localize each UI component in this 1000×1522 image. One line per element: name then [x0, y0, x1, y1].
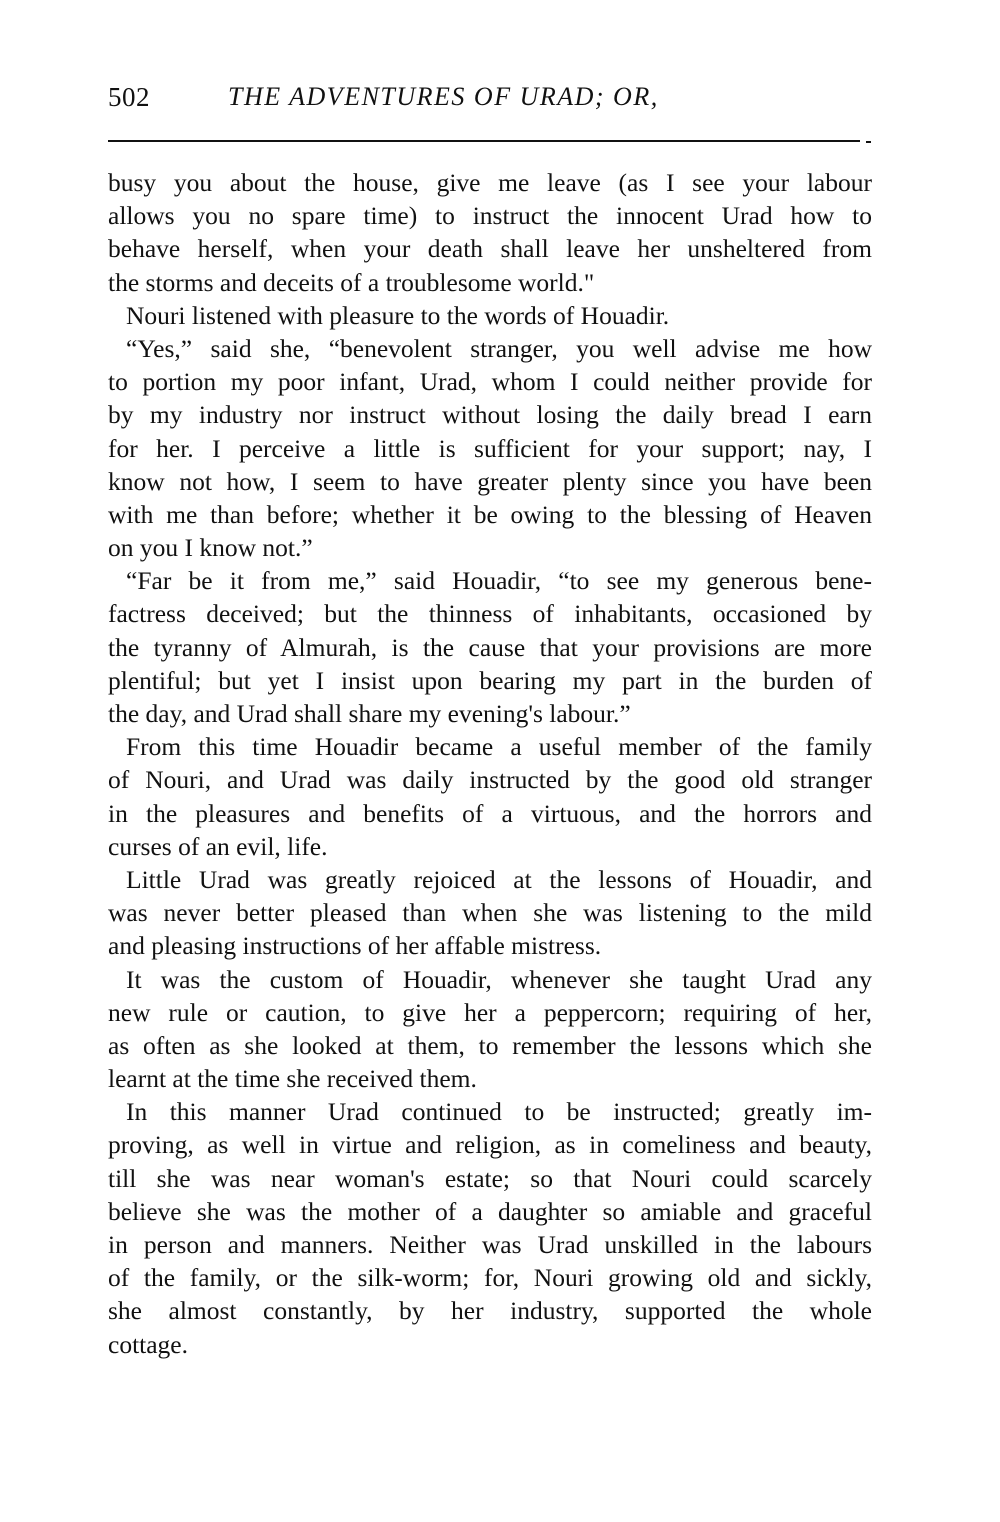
text-line: In this manner Urad continued to be instructed; greatly im- [126, 1097, 872, 1127]
text-line: proving, as well in virtue and religion, as in comeliness and beauty, [108, 1130, 872, 1160]
header-rule-mark [866, 141, 871, 143]
running-head [108, 82, 868, 122]
text-line: the tyranny of Almurah, is the cause that your provisions are more [108, 632, 872, 662]
text-line: factress deceived; but the thinness of inhabitants, occasioned by [108, 599, 872, 629]
running-title: THE ADVENTURES OF URAD; OR, [228, 82, 659, 111]
text-line: cottage. [108, 1329, 188, 1359]
text-line: on you I know not.” [108, 533, 313, 563]
text-line: with me than before; whether it be owing to the blessing of Heaven [108, 499, 872, 529]
header-rule [108, 140, 860, 142]
text-line: “Far be it from me,” said Houadir, “to see my generous bene- [126, 566, 872, 596]
text-line: know not how, I seem to have greater plenty since you have been [108, 466, 872, 496]
text-line: new rule or caution, to give her a peppercorn; requiring of her, [108, 997, 872, 1027]
text-line: as often as she looked at them, to remember the lessons which she [108, 1030, 872, 1060]
text-line: allows you no spare time) to instruct the innocent Urad how to [108, 201, 872, 231]
text-line: of Nouri, and Urad was daily instructed by the good old stranger [108, 765, 872, 795]
text-line: From this time Houadir became a useful member of the family [126, 732, 872, 762]
text-line: curses of an evil, life. [108, 831, 328, 861]
text-line: learnt at the time she received them. [108, 1064, 477, 1094]
text-line: in person and manners. Neither was Urad unskilled in the labours [108, 1230, 872, 1259]
text-line: the day, and Urad shall share my evening's labour.” [108, 699, 631, 728]
text-line: to portion my poor infant, Urad, whom I could neither provide for [108, 367, 872, 397]
text-line: was never better pleased than when she was listening to the mild [108, 898, 872, 928]
text-line: till she was near woman's estate; so that Nouri could scarcely [108, 1163, 872, 1193]
text-line: the storms and deceits of a troublesome world." [108, 267, 595, 297]
text-line: behave herself, when your death shall leave her unsheltered from [108, 234, 872, 264]
text-line: in the pleasures and benefits of a virtuous, and the horrors and [108, 798, 872, 828]
text-line: plentiful; but yet I insist upon bearing my part in the burden of [108, 665, 872, 695]
text-line: for her. I perceive a little is sufficient for your support; nay, I [108, 433, 872, 463]
text-line: by my industry nor instruct without losing the daily bread I earn [108, 400, 872, 430]
text-line: and pleasing instructions of her affable mistress. [108, 931, 602, 961]
text-line: busy you about the house, give me leave (as I see your labour [108, 168, 872, 197]
body-text [108, 166, 872, 1361]
text-line: Nouri listened with pleasure to the words of Houadir. [126, 300, 670, 330]
text-line: “Yes,” said she, “benevolent stranger, you well advise me how [126, 333, 872, 363]
page-number: 502 [108, 82, 150, 112]
text-line: believe she was the mother of a daughter so amiable and graceful [108, 1196, 872, 1226]
text-line: It was the custom of Houadir, whenever she taught Urad any [126, 964, 872, 994]
text-line: of the family, or the silk-worm; for, Nouri growing old and sickly, [108, 1263, 872, 1293]
text-line: Little Urad was greatly rejoiced at the lessons of Houadir, and [126, 864, 872, 894]
text-line: she almost constantly, by her industry, supported the whole [108, 1296, 872, 1326]
